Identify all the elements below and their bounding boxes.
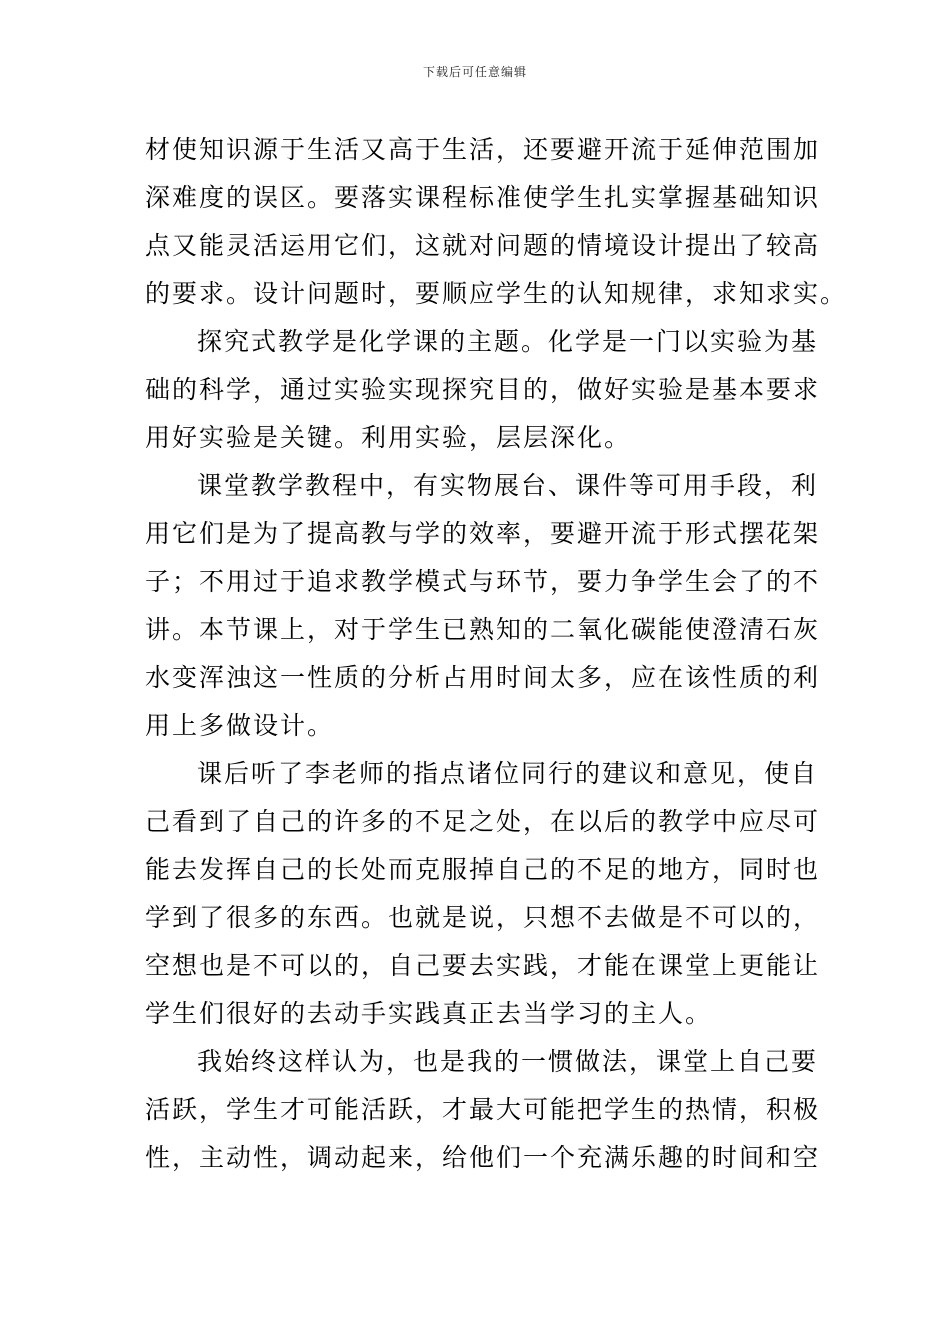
document-body	[145, 126, 848, 1182]
paragraph-4	[145, 750, 821, 1038]
text-line: 材使知识源于生活又高于生活，还要避开流于延伸范围加	[145, 135, 821, 164]
text-line: 用上多做设计。	[145, 711, 335, 740]
text-line: 己看到了自己的许多的不足之处，在以后的教学中应尽可	[145, 807, 821, 836]
text-line: 我始终这样认为，也是我的一惯做法，课堂上自己要	[197, 1047, 819, 1076]
text-line: 课堂教学教程中，有实物展台、课件等可用手段，利	[197, 471, 819, 500]
text-line: 讲。本节课上，对于学生已熟知的二氧化碳能使澄清石灰	[145, 615, 821, 644]
text-line: 用它们是为了提高教与学的效率，要避开流于形式摆花架	[145, 519, 821, 548]
text-line: 性，主动性，调动起来，给他们一个充满乐趣的时间和空	[145, 1143, 821, 1172]
text-line: 础的科学，通过实验实现探究目的，做好实验是基本要求	[145, 375, 821, 404]
paragraph-5	[145, 1038, 821, 1182]
text-line: 活跃，学生才可能活跃，才最大可能把学生的热情，积极	[145, 1095, 821, 1124]
text-line: 子；不用过于追求教学模式与环节，要力争学生会了的不	[145, 567, 821, 596]
text-line: 课后听了李老师的指点诸位同行的建议和意见，使自	[197, 759, 819, 788]
text-line: 深难度的误区。要落实课程标准使学生扎实掌握基础知识	[145, 183, 821, 212]
text-line: 探究式教学是化学课的主题。化学是一门以实验为基	[197, 327, 819, 356]
text-line: 的要求。设计问题时，要顺应学生的认知规律，求知求实。	[145, 279, 848, 308]
paragraph-2	[145, 318, 821, 462]
paragraph-1	[145, 126, 848, 318]
paragraph-3	[145, 462, 821, 750]
text-line: 用好实验是关键。利用实验，层层深化。	[145, 423, 632, 452]
page-header: 下载后可任意编辑	[422, 65, 527, 79]
text-line: 能去发挥自己的长处而克服掉自己的不足的地方，同时也	[145, 855, 821, 884]
text-line: 学到了很多的东西。也就是说，只想不去做是不可以的，	[145, 903, 821, 932]
text-line: 学生们很好的去动手实践真正去当学习的主人。	[145, 999, 713, 1028]
text-line: 水变浑浊这一性质的分析占用时间太多，应在该性质的利	[145, 663, 821, 692]
text-line: 点又能灵活运用它们，这就对问题的情境设计提出了较高	[145, 231, 821, 260]
text-line: 空想也是不可以的，自己要去实践，才能在课堂上更能让	[145, 951, 821, 980]
